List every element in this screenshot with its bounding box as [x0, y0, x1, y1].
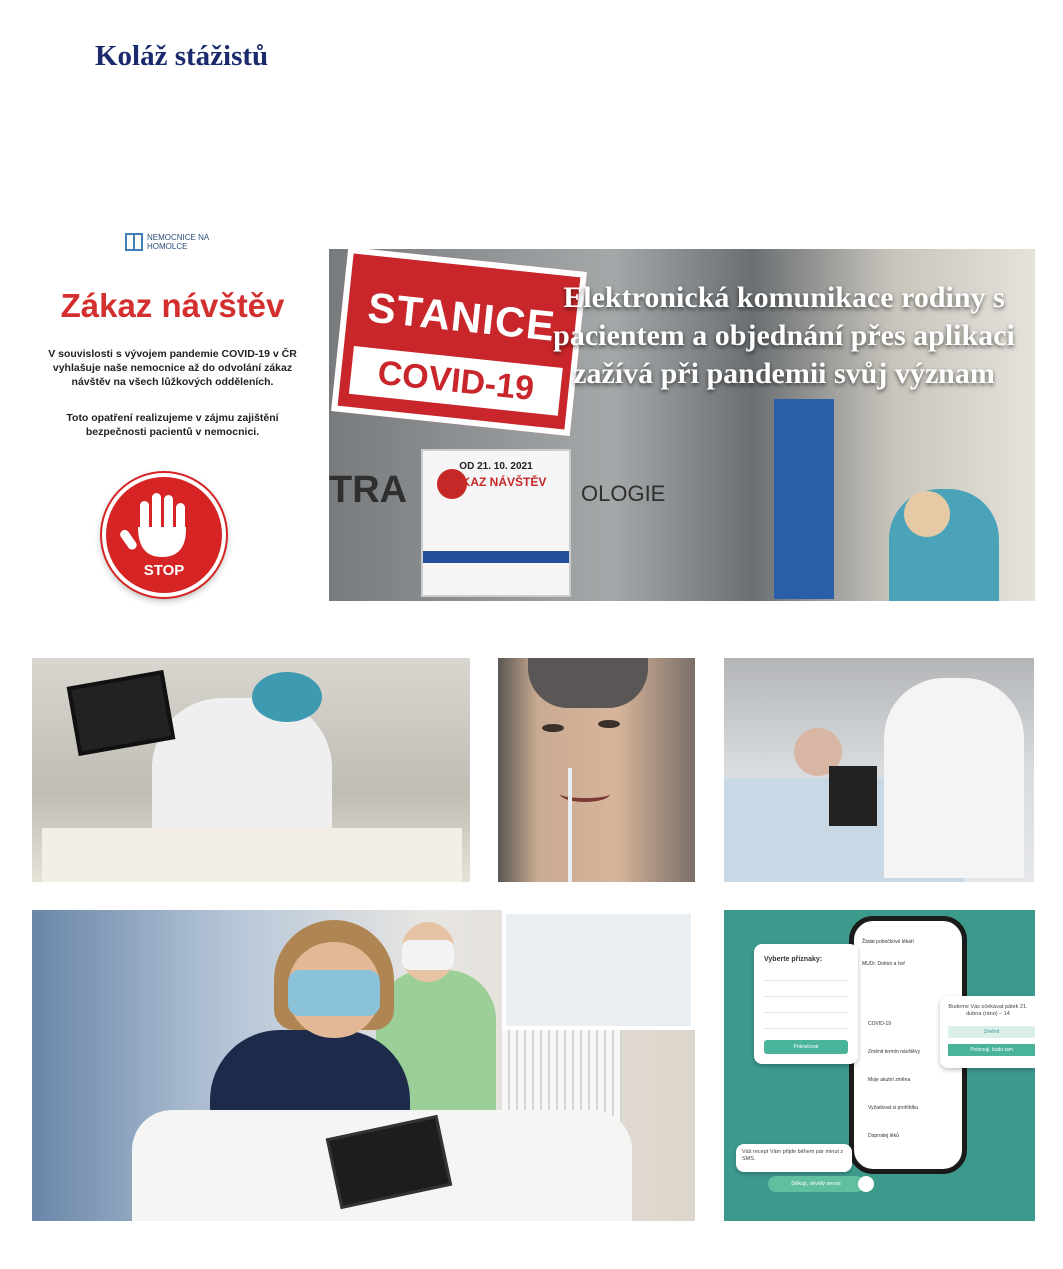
appointment-card: [940, 996, 1035, 1068]
blue-door: [774, 399, 834, 599]
divider: [764, 1012, 848, 1013]
patient-in-bed-photo: [724, 658, 1034, 882]
phone-item: Doprodej léků: [868, 1133, 899, 1139]
divider: [764, 980, 848, 981]
hospital-logo-icon: [125, 233, 143, 251]
notice-title: ZÁKAZ NÁVŠTĚV: [445, 475, 547, 489]
visit-ban-poster: [30, 225, 315, 605]
sign-line-1: STANICE: [365, 283, 558, 350]
hospital-logo-text: NEMOCNICE NA HOMOLCE: [147, 233, 209, 251]
chat-message-1: Váš recept Vám přijde během pár minut z SMS.: [742, 1149, 844, 1162]
notice-date: OD 21. 10. 2021: [459, 461, 533, 472]
stop-label: STOP: [143, 562, 185, 579]
notice-band: [423, 551, 569, 563]
symptoms-card: [754, 944, 858, 1064]
wall-text-2: OLOGIE: [581, 481, 666, 506]
chat-avatar-icon: [858, 1176, 874, 1192]
page-title: Koláž stážistů: [95, 40, 269, 72]
hospital-app-screenshot: [724, 910, 1035, 1221]
appointment-text: Budeme Vás očekávat pátek 21. dubna (ráno) – 14: [948, 1004, 1028, 1017]
poster-paragraph-1: V souvislosti s vývojem pandemie COVID-19 v ČR vyhlašuje naše nemocnice až do odvolání zákaz návštěv na všech lůžkových odděleních.: [48, 348, 297, 388]
wall-text: TRA: [329, 469, 408, 511]
nurse-head: [904, 491, 950, 537]
hospital-bed-blanket: [42, 828, 462, 882]
stop-hand-icon: [102, 473, 226, 597]
hospital-logo: [125, 233, 217, 251]
symptoms-continue-button: [764, 1040, 848, 1054]
tablet-device: [829, 766, 877, 826]
phone-item: Změnit termín návštěvy: [868, 1049, 920, 1055]
poster-heading: Zákaz návštěv: [60, 287, 285, 324]
visit-ban-notice: [421, 449, 571, 597]
smiling-patient-photo: [32, 910, 695, 1221]
protective-suit-figure: [884, 678, 1024, 878]
photo-caption: Elektronická komunikace rodiny s pacientem a objednání přes aplikaci zažívá při pandemii svůj význam: [553, 281, 1015, 390]
patient-mask: [288, 970, 380, 1016]
patient-video-call-photo: [498, 658, 695, 882]
phone-item: Vyžadovat si prohlídku: [868, 1105, 919, 1111]
patient-eye-left: [542, 724, 564, 732]
symptoms-button-label: Pokračovat: [793, 1044, 819, 1050]
divider: [764, 1028, 848, 1029]
patient-hair: [528, 658, 648, 708]
chat-bubble-incoming: [736, 1144, 852, 1172]
nurse-mask: [402, 940, 454, 970]
phone-doctor: MUDr. Doktor a hoř: [862, 961, 906, 967]
chat-message-2: Děkuji, skvělý servis: [791, 1181, 841, 1187]
window: [502, 910, 695, 1030]
covid-station-photo: [329, 249, 1035, 601]
sign-line-2: COVID-19: [349, 346, 563, 416]
appointment-confirm-button: Potvrzuji, budu tam: [948, 1044, 1035, 1056]
symptoms-title: Vyberte příznaky:: [764, 956, 823, 963]
surgical-cap: [252, 672, 322, 722]
patient-eye-right: [598, 720, 620, 728]
phone-item: Moje akutní změna: [868, 1077, 911, 1083]
phone-header: Žádat pobočkové lékaři: [862, 939, 914, 945]
nasal-tube: [568, 768, 572, 882]
chat-bubble-outgoing: [768, 1176, 864, 1192]
poster-paragraph-2: Toto opatření realizujeme v zájmu zajištění bezpečnosti pacientů v nemocnici.: [66, 412, 279, 438]
nurse-with-tablet-photo: [32, 658, 470, 882]
divider: [764, 996, 848, 997]
phone-item: COVID-19: [868, 1021, 892, 1027]
appointment-change-button: Změnit: [948, 1026, 1035, 1038]
